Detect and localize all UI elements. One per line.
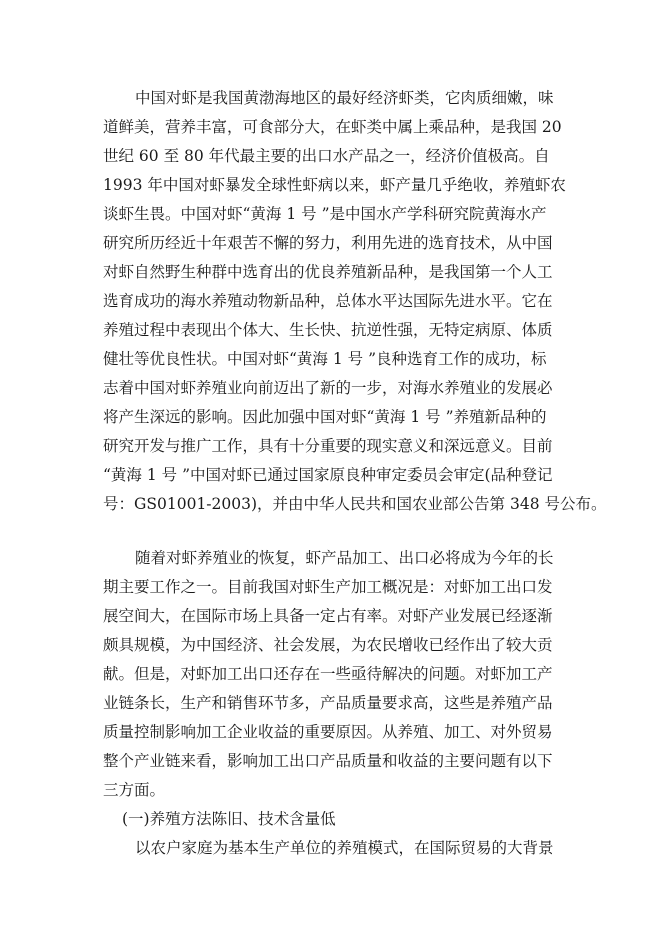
- text-line: 期主要工作之一。目前我国对虾生产加工概况是：对虾加工出口发: [103, 578, 553, 596]
- text-line: 道鲜美，营养丰富，可食部分大，在虾类中属上乘品种，是我国 20: [103, 118, 562, 136]
- text-line: 三方面。: [103, 781, 166, 799]
- text-line: 研究所历经近十年艰苦不懈的努力，利用先进的选育技术，从中国: [103, 234, 553, 252]
- text-line: 1993 年中国对虾暴发全球性虾病以来，虾产量几乎绝收，养殖虾农: [103, 176, 566, 194]
- text-line: 颇具规模，为中国经济、社会发展，为农民增收已经作出了较大贡: [103, 636, 553, 654]
- text-line: 业链条长，生产和销售环节多，产品质量要求高，这些是养殖产品: [103, 694, 553, 712]
- text-line: 志着中国对虾养殖业向前迈出了新的一步，对海水养殖业的发展必: [103, 379, 553, 397]
- section-heading: (一)养殖方法陈旧、技术含量低: [122, 810, 336, 828]
- text-line: 质量控制影响加工企业收益的重要原因。从养殖、加工、对外贸易: [103, 723, 553, 741]
- text-line: 展空间大，在国际市场上具备一定占有率。对虾产业发展已经逐渐: [103, 607, 553, 625]
- text-line: 健壮等优良性状。中国对虾“黄海 1 号 ”良种选育工作的成功，标: [103, 350, 547, 368]
- text-line: “黄海 1 号 ”中国对虾已通过国家原良种审定委员会审定(品种登记: [103, 466, 553, 484]
- text-line: 养殖过程中表现出个体大、生长快、抗逆性强，无特定病原、体质: [103, 321, 553, 339]
- text-line: 对虾自然野生种群中选育出的优良养殖新品种，是我国第一个人工: [103, 263, 553, 281]
- text-line: 号：GS01001-2003)，并由中华人民共和国农业部公告第 348 号公布。: [103, 495, 607, 513]
- text-line: 世纪 60 至 80 年代最主要的出口水产品之一，经济价值极高。自: [103, 147, 550, 165]
- text-line: 谈虾生畏。中国对虾“黄海 1 号 ”是中国水产学科研究院黄海水产: [103, 205, 547, 223]
- text-line: 献。但是，对虾加工出口还存在一些亟待解决的问题。对虾加工产: [103, 665, 553, 683]
- text-line: 研究开发与推广工作，具有十分重要的现实意义和深远意义。目前: [103, 437, 553, 455]
- text-line: 整个产业链来看，影响加工出口产品质量和收益的主要问题有以下: [103, 752, 553, 770]
- text-line: 随着对虾养殖业的恢复，虾产品加工、出口必将成为今年的长: [135, 549, 554, 567]
- text-line: 选育成功的海水养殖动物新品种，总体水平达国际先进水平。它在: [103, 292, 553, 310]
- text-line: 以农户家庭为基本生产单位的养殖模式，在国际贸易的大背景: [135, 839, 554, 857]
- text-line: 将产生深远的影响。因此加强中国对虾“黄海 1 号 ”养殖新品种的: [103, 408, 547, 426]
- text-line: 中国对虾是我国黄渤海地区的最好经济虾类，它肉质细嫩，味: [135, 89, 554, 107]
